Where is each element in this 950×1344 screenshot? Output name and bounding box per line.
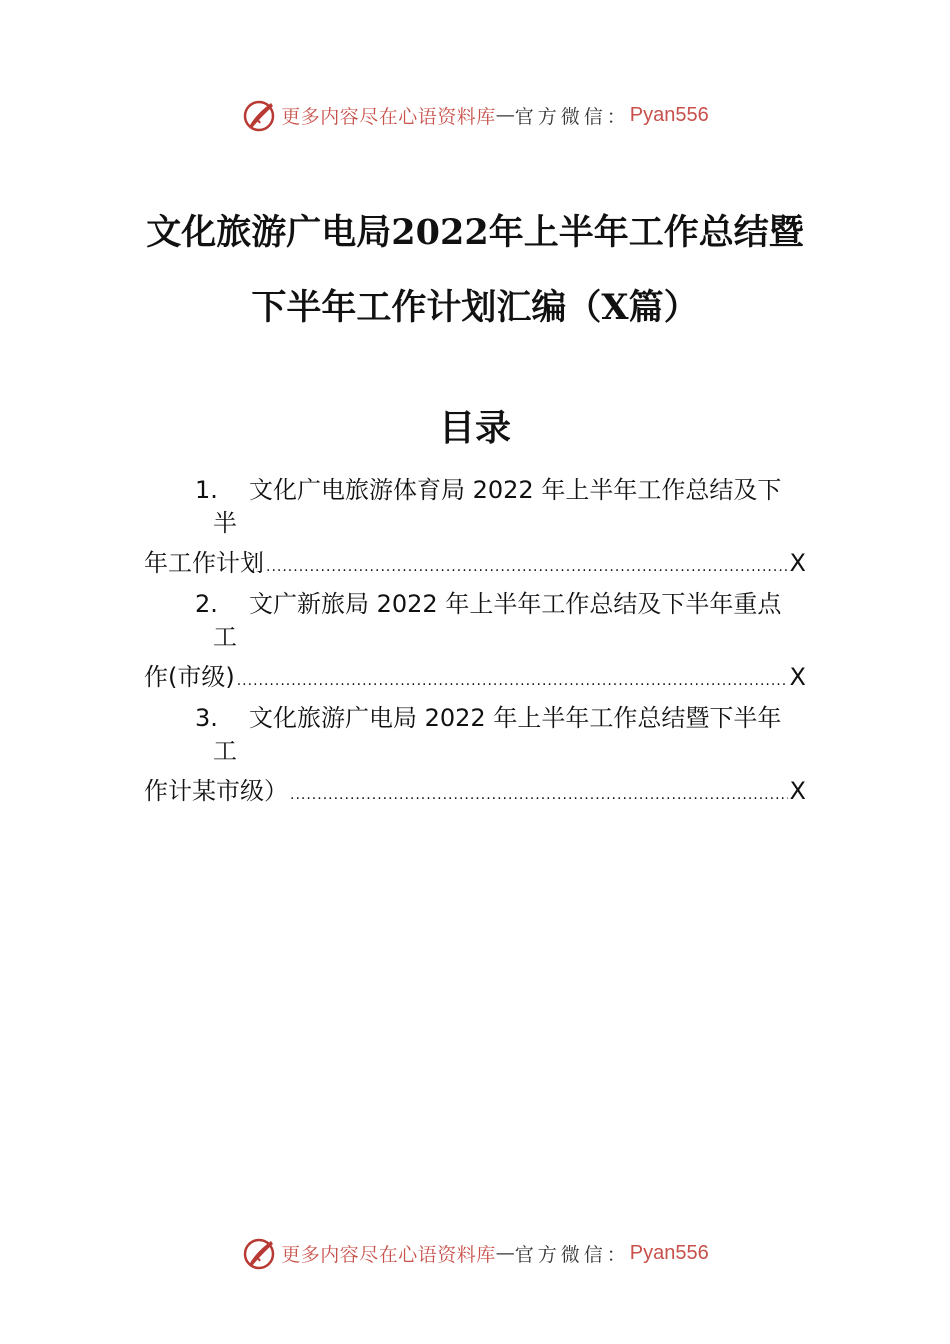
toc-page-number: X xyxy=(789,663,806,691)
toc-number: 2. xyxy=(195,590,218,618)
toc-heading: 目录 xyxy=(438,407,511,449)
pen-logo-icon xyxy=(241,1235,277,1271)
toc-entry-wrap: 工 xyxy=(213,623,237,651)
toc-page-number: X xyxy=(789,777,806,805)
header-banner xyxy=(0,95,950,135)
toc-entry-text: 文广新旅局 2022 年上半年工作总结及下半年重点 xyxy=(249,590,782,618)
banner-wechat-id: Pyan556 xyxy=(629,1241,709,1264)
banner-separator: — xyxy=(495,104,515,126)
toc-dot-leader xyxy=(237,665,788,697)
banner-text: 更多内容尽在心语资料库 xyxy=(281,105,496,128)
banner-wechat-id: Pyan556 xyxy=(629,103,709,126)
toc-dot-leader xyxy=(266,551,788,583)
banner-wechat-label: 官方微信： xyxy=(514,105,630,128)
toc-entry-wrap: 半 xyxy=(213,509,237,537)
toc-entry-text-end: 作(市级) xyxy=(144,663,235,691)
toc-entry-text: 文化旅游广电局 2022 年上半年工作总结暨下半年 xyxy=(249,704,782,732)
banner-separator: — xyxy=(495,1242,515,1264)
toc-entry-wrap: 工 xyxy=(213,737,237,765)
banner-wechat-label: 官方微信： xyxy=(514,1243,630,1266)
banner-text: 更多内容尽在心语资料库 xyxy=(281,1243,496,1266)
toc-entry-text: 文化广电旅游体育局 2022 年上半年工作总结及下 xyxy=(249,476,782,504)
document-title-line1: 文化旅游广电局2022年上半年工作总结暨 xyxy=(146,212,804,253)
toc-dot-leader xyxy=(290,779,788,811)
toc-entry-text-end: 年工作计划 xyxy=(144,549,264,577)
toc-entry-text-end: 作计某市级） xyxy=(144,777,288,805)
toc-page-number: X xyxy=(789,549,806,577)
footer-banner xyxy=(0,1233,950,1273)
pen-logo-icon xyxy=(241,97,277,133)
document-title-line2: 下半年工作计划汇编（X篇） xyxy=(251,287,699,328)
toc-number: 3. xyxy=(195,704,218,732)
toc-number: 1. xyxy=(195,476,218,504)
